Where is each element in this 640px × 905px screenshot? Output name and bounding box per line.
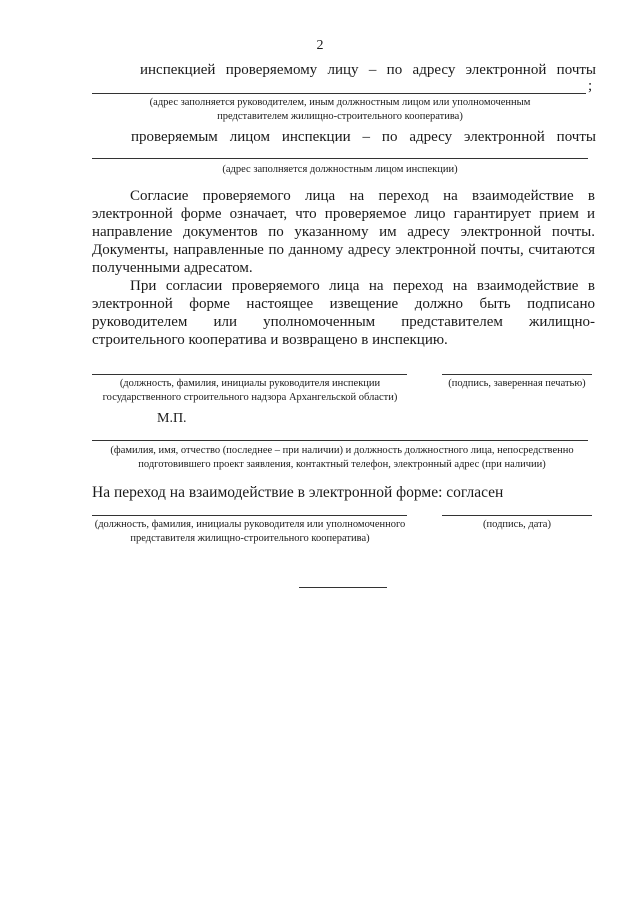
preparer-field[interactable] — [92, 440, 588, 441]
email-line-semicolon: ; — [588, 78, 593, 94]
email-caption-2: (адрес заполняется должностным лицом инспекции) — [222, 164, 458, 175]
official-caption: (должность, фамилия, инициалы руководителя инспекции государственного строительного надзора Архангельской области) — [102, 378, 398, 403]
stamp-label: М.П. — [157, 411, 187, 426]
consent-paragraph: Согласие проверяемого лица на переход на взаимодействие в электронной форме означает, что проверяемое лицо гарантирует прием и направление документов по указанному им адресу электронной почты. Документы, направленные по данному адресу электронной почты, считаются полученными адресатом. — [92, 188, 595, 276]
signing-paragraph: При согласии проверяемого лица на переход на взаимодействие в электронной форме настоящее извещение должно быть подписано руководителем или уполномоченным представителем жилищно-строительного кооператива и возвращено в инспекцию. — [92, 278, 595, 348]
sign-date-field[interactable] — [442, 515, 592, 516]
email-line-checked-entity: проверяемым лицом инспекции – по адресу электронной почты — [131, 129, 596, 145]
email-address-field-1[interactable] — [92, 93, 586, 94]
seal-signature-field[interactable] — [442, 374, 592, 375]
email-address-field-2[interactable] — [92, 158, 588, 159]
page-number: 2 — [316, 38, 324, 53]
preparer-caption: (фамилия, имя, отчество (последнее – при наличии) и должность должностного лица, непосредственно подготовившего проект заявления, контактный телефон, электронный адрес (при наличии) — [110, 445, 574, 470]
representative-field[interactable] — [92, 515, 407, 516]
sign-date-caption: (подпись, дата) — [483, 519, 551, 530]
email-caption-1: (адрес заполняется руководителем, иным должностным лицом или уполномоченным представителем жилищно-строительного кооператива) — [149, 97, 531, 122]
signature-caption: (подпись, заверенная печатью) — [448, 378, 586, 389]
closing-divider — [299, 587, 387, 588]
consent-heading: На переход на взаимодействие в электронной форме: согласен — [92, 484, 504, 501]
representative-caption: (должность, фамилия, инициалы руководителя или уполномоченного представителя жилищно-строительного кооператива) — [94, 519, 406, 544]
official-signature-field[interactable] — [92, 374, 407, 375]
email-line-inspection: инспекцией проверяемому лицу – по адресу электронной почты — [140, 62, 596, 78]
